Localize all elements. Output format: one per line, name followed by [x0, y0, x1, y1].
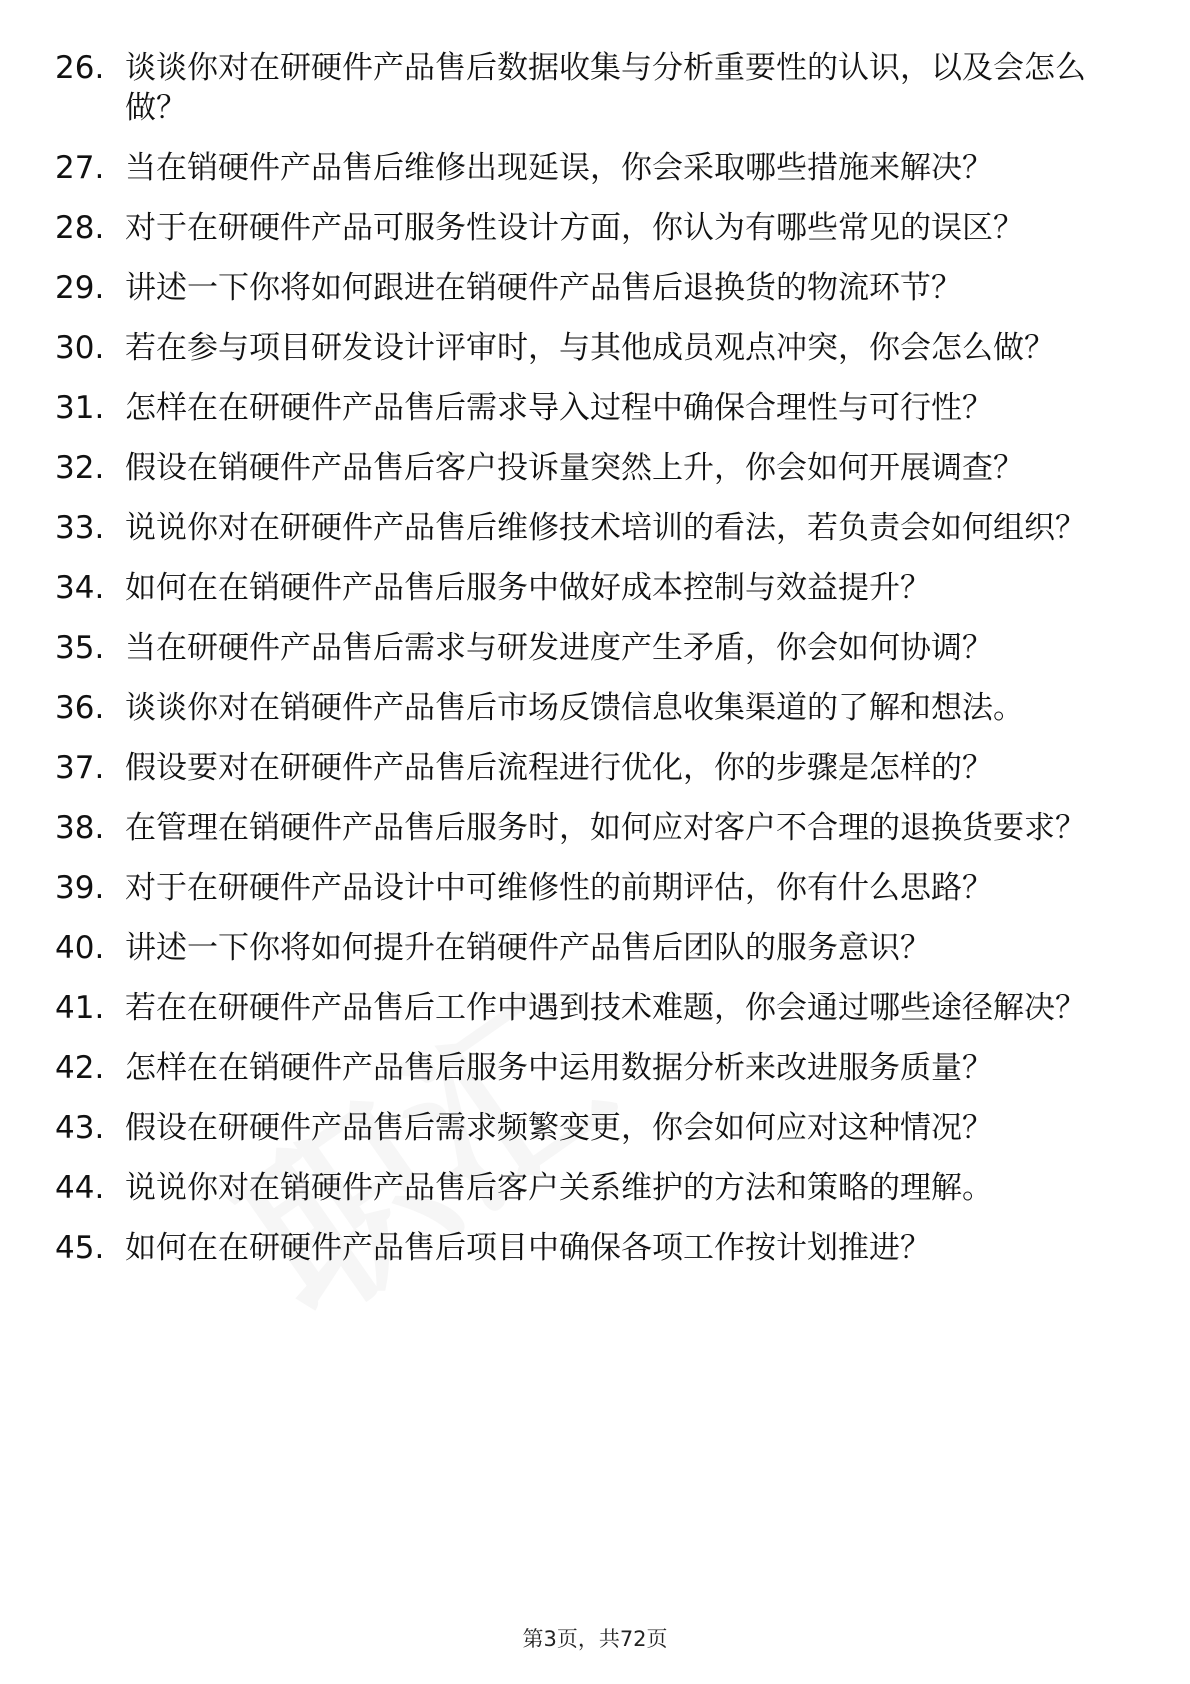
question-item	[55, 328, 1135, 368]
question-text: 讲述一下你将如何提升在销硬件产品售后团队的服务意识？	[125, 930, 931, 966]
question-text: 在管理在销硬件产品售后服务时，如何应对客户不合理的退换货要求？	[125, 810, 1086, 846]
question-text: 假设在销硬件产品售后客户投诉量突然上升，你会如何开展调查？	[125, 450, 1024, 486]
page-footer: 第3页，共72页	[522, 1627, 668, 1651]
question-item	[55, 148, 1135, 188]
question-item	[55, 988, 1135, 1028]
question-number: 41.	[55, 990, 105, 1026]
question-number: 42.	[55, 1050, 105, 1086]
question-item	[55, 1168, 1135, 1208]
question-text: 若在在研硬件产品售后工作中遇到技术难题，你会通过哪些途径解决？	[125, 990, 1086, 1026]
question-number: 38.	[55, 810, 105, 846]
question-item	[55, 448, 1135, 488]
question-item	[55, 1108, 1135, 1148]
question-item	[55, 928, 1135, 968]
question-text: 当在研硬件产品售后需求与研发进度产生矛盾，你会如何协调？	[125, 630, 993, 666]
question-list	[55, 48, 1135, 1288]
question-text: 怎样在在销硬件产品售后服务中运用数据分析来改进服务质量？	[125, 1050, 993, 1086]
question-number: 33.	[55, 510, 105, 546]
question-number: 36.	[55, 690, 105, 726]
question-number: 32.	[55, 450, 105, 486]
question-number: 40.	[55, 930, 105, 966]
question-text: 谈谈你对在销硬件产品售后市场反馈信息收集渠道的了解和想法。	[125, 690, 1024, 726]
question-number: 37.	[55, 750, 105, 786]
question-item	[55, 568, 1135, 608]
question-number: 34.	[55, 570, 105, 606]
question-number: 45.	[55, 1230, 105, 1266]
question-number: 27.	[55, 150, 105, 186]
question-number: 28.	[55, 210, 105, 246]
question-text: 若在参与项目研发设计评审时，与其他成员观点冲突，你会怎么做？	[125, 330, 1055, 366]
question-item	[55, 688, 1135, 728]
question-item	[55, 1048, 1135, 1088]
question-number: 44.	[55, 1170, 105, 1206]
question-text: 讲述一下你将如何跟进在销硬件产品售后退换货的物流环节？	[125, 270, 962, 306]
question-text: 如何在在研硬件产品售后项目中确保各项工作按计划推进？	[125, 1230, 931, 1266]
question-text: 谈谈你对在研硬件产品售后数据收集与分析重要性的认识，以及会怎么做？	[125, 50, 1086, 126]
question-text: 假设要对在研硬件产品售后流程进行优化，你的步骤是怎样的？	[125, 750, 993, 786]
question-item	[55, 48, 1135, 128]
question-item	[55, 868, 1135, 908]
question-item	[55, 508, 1135, 548]
question-item	[55, 1228, 1135, 1268]
question-text: 对于在研硬件产品可服务性设计方面，你认为有哪些常见的误区？	[125, 210, 1024, 246]
question-number: 43.	[55, 1110, 105, 1146]
question-item	[55, 628, 1135, 668]
question-text: 说说你对在销硬件产品售后客户关系维护的方法和策略的理解。	[125, 1170, 993, 1206]
question-number: 35.	[55, 630, 105, 666]
question-text: 说说你对在研硬件产品售后维修技术培训的看法，若负责会如何组织？	[125, 510, 1086, 546]
question-text: 如何在在销硬件产品售后服务中做好成本控制与效益提升？	[125, 570, 931, 606]
question-number: 31.	[55, 390, 105, 426]
question-item	[55, 748, 1135, 788]
question-item	[55, 808, 1135, 848]
question-text: 假设在研硬件产品售后需求频繁变更，你会如何应对这种情况？	[125, 1110, 993, 1146]
question-number: 30.	[55, 330, 105, 366]
question-number: 29.	[55, 270, 105, 306]
question-number: 39.	[55, 870, 105, 906]
question-item	[55, 268, 1135, 308]
question-text: 怎样在在研硬件产品售后需求导入过程中确保合理性与可行性？	[125, 390, 993, 426]
question-text: 对于在研硬件产品设计中可维修性的前期评估，你有什么思路？	[125, 870, 993, 906]
question-item	[55, 388, 1135, 428]
question-text: 当在销硬件产品售后维修出现延误，你会采取哪些措施来解决？	[125, 150, 993, 186]
question-number: 26.	[55, 50, 105, 86]
question-item	[55, 208, 1135, 248]
